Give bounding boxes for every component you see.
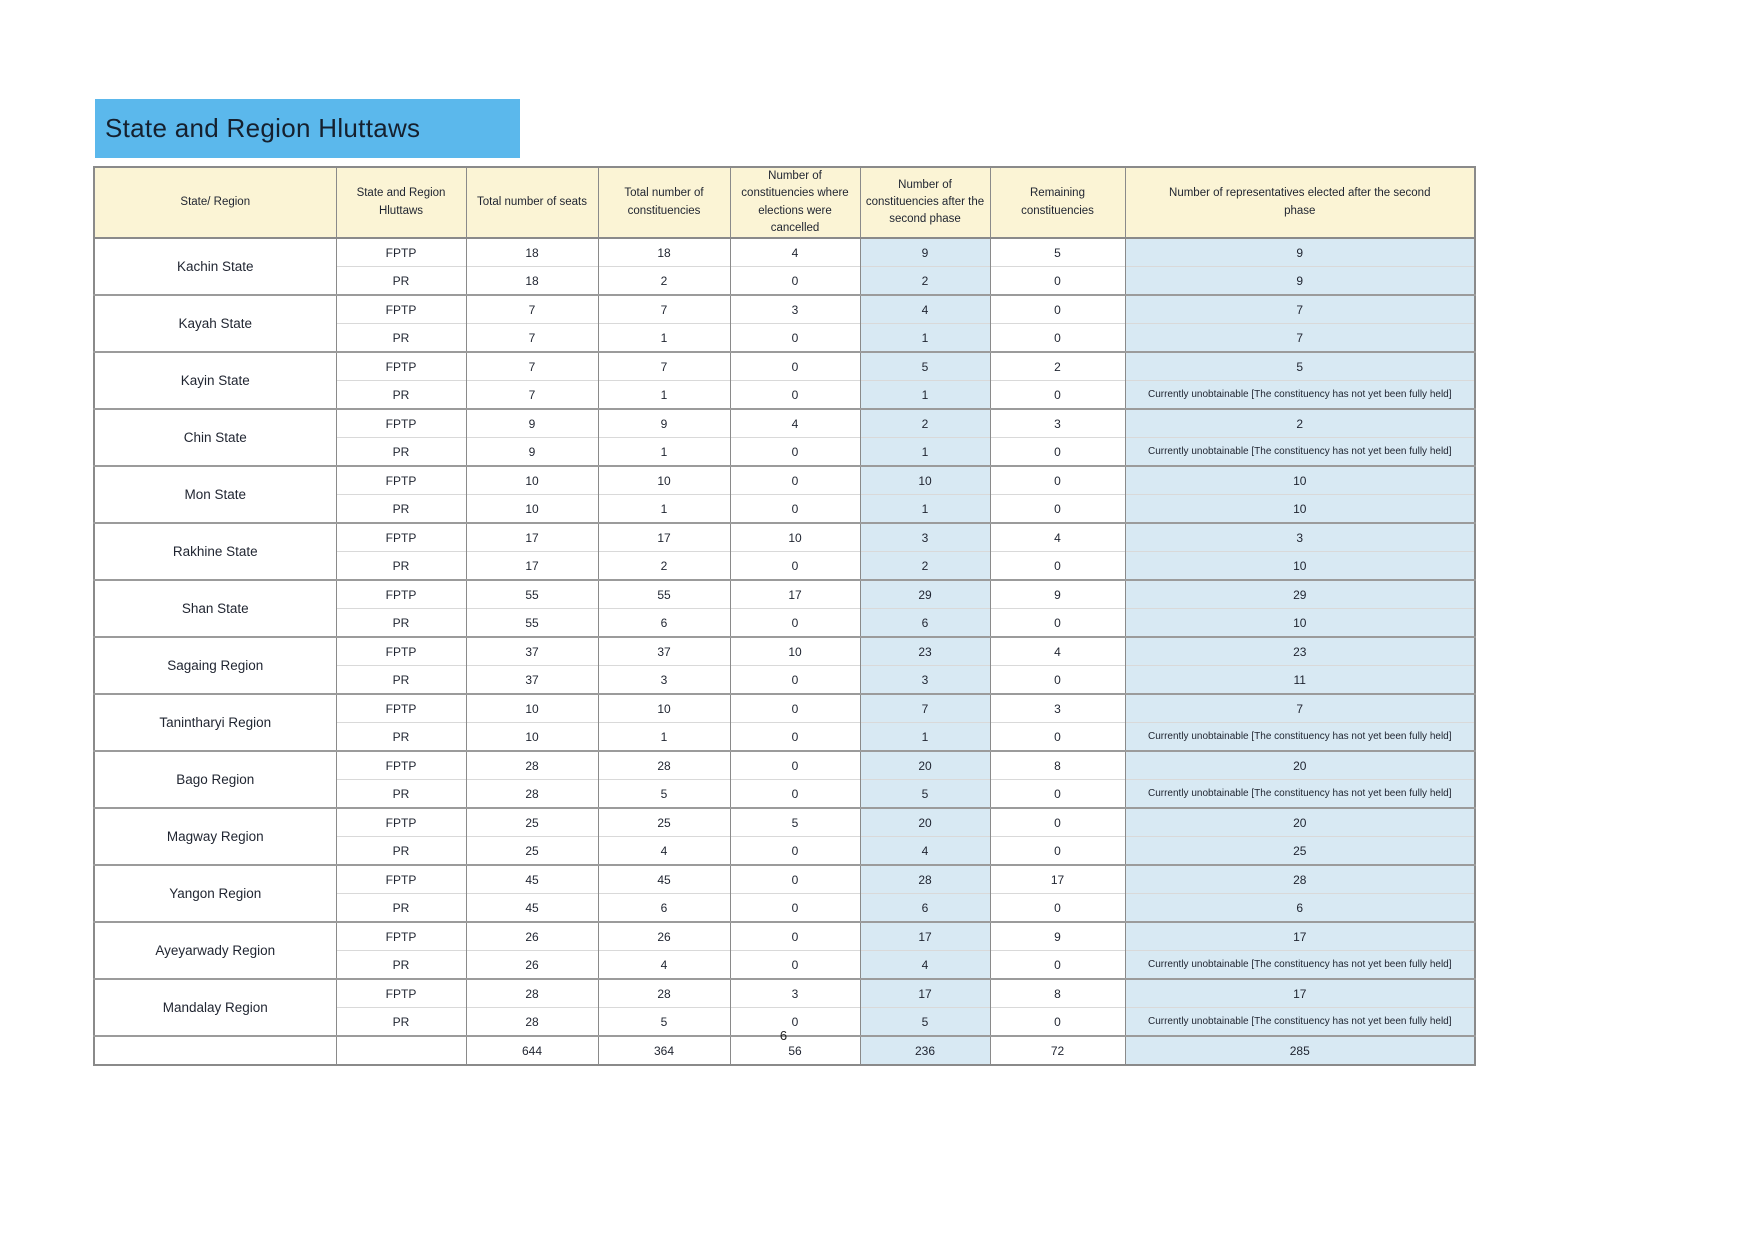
- cell-seats: 37: [466, 637, 598, 666]
- cell-cancelled: 0: [730, 1008, 860, 1037]
- cell-seats: 7: [466, 295, 598, 324]
- cell-remaining: 0: [990, 295, 1125, 324]
- cell-system: FPTP: [336, 979, 466, 1008]
- cell-after-second-phase: 28: [860, 865, 990, 894]
- cell-cancelled: 0: [730, 466, 860, 495]
- cell-after-second-phase: 6: [860, 609, 990, 638]
- cell-representatives: Currently unobtainable [The constituency has not yet been fully held]: [1125, 780, 1475, 809]
- table-row: [94, 352, 1475, 381]
- cell-after-second-phase: 4: [860, 951, 990, 980]
- cell-constituencies: 1: [598, 438, 730, 467]
- cell-cancelled: 0: [730, 381, 860, 410]
- cell-system: FPTP: [336, 295, 466, 324]
- cell-after-second-phase: 2: [860, 267, 990, 296]
- cell-remaining: 3: [990, 409, 1125, 438]
- cell-after-second-phase: 17: [860, 979, 990, 1008]
- cell-representatives: 5: [1125, 352, 1475, 381]
- table-row: [94, 922, 1475, 951]
- cell-constituencies: 1: [598, 324, 730, 353]
- cell-after-second-phase: 3: [860, 666, 990, 695]
- state-name-cell: Kayin State: [94, 352, 336, 409]
- total-remaining: 72: [990, 1036, 1125, 1065]
- cell-representatives: 10: [1125, 552, 1475, 581]
- state-name-cell: Kayah State: [94, 295, 336, 352]
- cell-after-second-phase: 7: [860, 694, 990, 723]
- cell-representatives: 10: [1125, 609, 1475, 638]
- state-name-cell: Kachin State: [94, 238, 336, 295]
- cell-representatives: 9: [1125, 267, 1475, 296]
- cell-system: PR: [336, 723, 466, 752]
- cell-seats: 7: [466, 381, 598, 410]
- cell-constituencies: 3: [598, 666, 730, 695]
- cell-remaining: 0: [990, 808, 1125, 837]
- cell-after-second-phase: 9: [860, 238, 990, 267]
- table-body: [94, 238, 1475, 1036]
- cell-constituencies: 17: [598, 523, 730, 552]
- hluttaws-table: [93, 166, 1476, 1066]
- cell-cancelled: 0: [730, 837, 860, 866]
- cell-representatives: 28: [1125, 865, 1475, 894]
- cell-system: FPTP: [336, 523, 466, 552]
- total-constituencies: 364: [598, 1036, 730, 1065]
- cell-representatives: 7: [1125, 324, 1475, 353]
- cell-system: PR: [336, 780, 466, 809]
- cell-cancelled: 0: [730, 780, 860, 809]
- cell-remaining: 4: [990, 637, 1125, 666]
- cell-representatives: 20: [1125, 751, 1475, 780]
- cell-seats: 28: [466, 780, 598, 809]
- header-row: [94, 167, 1475, 238]
- cell-constituencies: 10: [598, 466, 730, 495]
- cell-after-second-phase: 6: [860, 894, 990, 923]
- total-cancelled: 56: [730, 1036, 860, 1065]
- cell-representatives: 6: [1125, 894, 1475, 923]
- cell-cancelled: 0: [730, 951, 860, 980]
- col-header-total-constituencies: Total number of constituencies: [598, 167, 730, 238]
- cell-remaining: 9: [990, 580, 1125, 609]
- cell-constituencies: 6: [598, 609, 730, 638]
- table-row: [94, 409, 1475, 438]
- cell-remaining: 2: [990, 352, 1125, 381]
- table-row: [94, 694, 1475, 723]
- cell-seats: 9: [466, 409, 598, 438]
- state-name-cell: Mon State: [94, 466, 336, 523]
- cell-after-second-phase: 5: [860, 780, 990, 809]
- cell-seats: 18: [466, 267, 598, 296]
- cell-system: FPTP: [336, 409, 466, 438]
- cell-remaining: 8: [990, 979, 1125, 1008]
- cell-after-second-phase: 3: [860, 523, 990, 552]
- cell-remaining: 0: [990, 1008, 1125, 1037]
- cell-remaining: 8: [990, 751, 1125, 780]
- cell-representatives: Currently unobtainable [The constituency has not yet been fully held]: [1125, 1008, 1475, 1037]
- cell-system: FPTP: [336, 922, 466, 951]
- cell-seats: 25: [466, 808, 598, 837]
- state-name-cell: Sagaing Region: [94, 637, 336, 694]
- cell-cancelled: 4: [730, 238, 860, 267]
- table-row: [94, 808, 1475, 837]
- cell-cancelled: 0: [730, 694, 860, 723]
- cell-after-second-phase: 4: [860, 837, 990, 866]
- cell-constituencies: 7: [598, 352, 730, 381]
- cell-representatives: 3: [1125, 523, 1475, 552]
- cell-after-second-phase: 4: [860, 295, 990, 324]
- cell-system: PR: [336, 1008, 466, 1037]
- cell-constituencies: 2: [598, 552, 730, 581]
- cell-system: FPTP: [336, 580, 466, 609]
- cell-constituencies: 4: [598, 837, 730, 866]
- cell-cancelled: 3: [730, 979, 860, 1008]
- cell-system: PR: [336, 951, 466, 980]
- cell-constituencies: 45: [598, 865, 730, 894]
- cell-seats: 10: [466, 723, 598, 752]
- cell-cancelled: 3: [730, 295, 860, 324]
- cell-system: FPTP: [336, 637, 466, 666]
- cell-remaining: 0: [990, 609, 1125, 638]
- cell-seats: 26: [466, 951, 598, 980]
- cell-remaining: 0: [990, 894, 1125, 923]
- cell-constituencies: 7: [598, 295, 730, 324]
- cell-cancelled: 0: [730, 352, 860, 381]
- col-header-state-region: State/ Region: [94, 167, 336, 238]
- cell-system: FPTP: [336, 466, 466, 495]
- cell-after-second-phase: 1: [860, 324, 990, 353]
- state-name-cell: Ayeyarwady Region: [94, 922, 336, 979]
- cell-representatives: 11: [1125, 666, 1475, 695]
- cell-remaining: 3: [990, 694, 1125, 723]
- cell-constituencies: 1: [598, 381, 730, 410]
- cell-representatives: Currently unobtainable [The constituency has not yet been fully held]: [1125, 951, 1475, 980]
- cell-constituencies: 1: [598, 495, 730, 524]
- cell-remaining: 17: [990, 865, 1125, 894]
- cell-system: PR: [336, 837, 466, 866]
- cell-seats: 25: [466, 837, 598, 866]
- cell-seats: 28: [466, 979, 598, 1008]
- total-after-second-phase: 236: [860, 1036, 990, 1065]
- table-row: [94, 238, 1475, 267]
- cell-seats: 45: [466, 865, 598, 894]
- cell-representatives: 7: [1125, 694, 1475, 723]
- state-name-cell: Magway Region: [94, 808, 336, 865]
- cell-representatives: 23: [1125, 637, 1475, 666]
- state-name-cell: Yangon Region: [94, 865, 336, 922]
- page-title-bar: [95, 99, 520, 158]
- total-seats: 644: [466, 1036, 598, 1065]
- cell-representatives: 7: [1125, 295, 1475, 324]
- col-header-hluttaws: State and Region Hluttaws: [336, 167, 466, 238]
- cell-remaining: 0: [990, 780, 1125, 809]
- cell-after-second-phase: 23: [860, 637, 990, 666]
- cell-after-second-phase: 2: [860, 409, 990, 438]
- cell-constituencies: 25: [598, 808, 730, 837]
- table-header: [94, 167, 1475, 238]
- cell-remaining: 0: [990, 267, 1125, 296]
- cell-system: FPTP: [336, 238, 466, 267]
- cell-cancelled: 0: [730, 723, 860, 752]
- cell-seats: 28: [466, 1008, 598, 1037]
- table-row: [94, 295, 1475, 324]
- cell-system: FPTP: [336, 865, 466, 894]
- col-header-after-second-phase: Number of constituencies after the second phase: [860, 167, 990, 238]
- total-representatives: 285: [1125, 1036, 1475, 1065]
- cell-after-second-phase: 1: [860, 723, 990, 752]
- col-header-remaining: Remaining constituencies: [990, 167, 1125, 238]
- cell-after-second-phase: 5: [860, 352, 990, 381]
- table-row: [94, 979, 1475, 1008]
- cell-representatives: Currently unobtainable [The constituency has not yet been fully held]: [1125, 723, 1475, 752]
- cell-remaining: 5: [990, 238, 1125, 267]
- cell-seats: 17: [466, 552, 598, 581]
- cell-constituencies: 18: [598, 238, 730, 267]
- cell-constituencies: 2: [598, 267, 730, 296]
- cell-representatives: 20: [1125, 808, 1475, 837]
- table-row: [94, 865, 1475, 894]
- cell-system: PR: [336, 894, 466, 923]
- cell-cancelled: 0: [730, 865, 860, 894]
- cell-constituencies: 4: [598, 951, 730, 980]
- cell-system: PR: [336, 438, 466, 467]
- cell-representatives: 10: [1125, 495, 1475, 524]
- cell-representatives: Currently unobtainable [The constituency has not yet been fully held]: [1125, 438, 1475, 467]
- cell-seats: 45: [466, 894, 598, 923]
- col-header-cancelled: Number of constituencies where elections were cancelled: [730, 167, 860, 238]
- cell-cancelled: 0: [730, 751, 860, 780]
- cell-after-second-phase: 5: [860, 1008, 990, 1037]
- cell-cancelled: 0: [730, 438, 860, 467]
- cell-remaining: 0: [990, 837, 1125, 866]
- cell-remaining: 0: [990, 324, 1125, 353]
- state-name-cell: Rakhine State: [94, 523, 336, 580]
- cell-after-second-phase: 10: [860, 466, 990, 495]
- cell-after-second-phase: 20: [860, 808, 990, 837]
- cell-seats: 7: [466, 352, 598, 381]
- hluttaws-table-container: [93, 166, 1474, 1066]
- cell-cancelled: 10: [730, 637, 860, 666]
- col-header-representatives: Number of representatives elected after the second phase: [1125, 167, 1475, 238]
- table-row: [94, 751, 1475, 780]
- cell-system: PR: [336, 324, 466, 353]
- cell-constituencies: 9: [598, 409, 730, 438]
- cell-seats: 17: [466, 523, 598, 552]
- table-row: [94, 523, 1475, 552]
- cell-remaining: 0: [990, 666, 1125, 695]
- cell-seats: 18: [466, 238, 598, 267]
- cell-system: PR: [336, 666, 466, 695]
- cell-constituencies: 1: [598, 723, 730, 752]
- cell-after-second-phase: 17: [860, 922, 990, 951]
- cell-cancelled: 0: [730, 894, 860, 923]
- cell-remaining: 9: [990, 922, 1125, 951]
- cell-after-second-phase: 1: [860, 495, 990, 524]
- cell-seats: 10: [466, 495, 598, 524]
- cell-system: PR: [336, 381, 466, 410]
- cell-after-second-phase: 20: [860, 751, 990, 780]
- cell-system: PR: [336, 552, 466, 581]
- cell-constituencies: 5: [598, 780, 730, 809]
- cell-representatives: 29: [1125, 580, 1475, 609]
- cell-cancelled: 0: [730, 552, 860, 581]
- cell-remaining: 0: [990, 495, 1125, 524]
- cell-system: FPTP: [336, 352, 466, 381]
- cell-seats: 37: [466, 666, 598, 695]
- state-name-cell: Shan State: [94, 580, 336, 637]
- cell-cancelled: 0: [730, 922, 860, 951]
- cell-representatives: 10: [1125, 466, 1475, 495]
- cell-remaining: 0: [990, 466, 1125, 495]
- cell-representatives: 17: [1125, 979, 1475, 1008]
- cell-after-second-phase: 1: [860, 438, 990, 467]
- cell-constituencies: 6: [598, 894, 730, 923]
- col-header-total-seats: Total number of seats: [466, 167, 598, 238]
- cell-seats: 55: [466, 609, 598, 638]
- cell-system: PR: [336, 267, 466, 296]
- cell-cancelled: 10: [730, 523, 860, 552]
- cell-cancelled: 4: [730, 409, 860, 438]
- cell-system: PR: [336, 609, 466, 638]
- cell-remaining: 0: [990, 951, 1125, 980]
- cell-constituencies: 55: [598, 580, 730, 609]
- cell-remaining: 0: [990, 438, 1125, 467]
- cell-after-second-phase: 2: [860, 552, 990, 581]
- cell-constituencies: 5: [598, 1008, 730, 1037]
- cell-cancelled: 0: [730, 666, 860, 695]
- cell-representatives: 17: [1125, 922, 1475, 951]
- table-row: [94, 466, 1475, 495]
- cell-cancelled: 0: [730, 495, 860, 524]
- cell-seats: 55: [466, 580, 598, 609]
- page-number: 6: [779, 1028, 788, 1043]
- cell-cancelled: 0: [730, 609, 860, 638]
- cell-constituencies: 28: [598, 751, 730, 780]
- cell-representatives: 25: [1125, 837, 1475, 866]
- cell-system: PR: [336, 495, 466, 524]
- cell-remaining: 0: [990, 723, 1125, 752]
- cell-seats: 7: [466, 324, 598, 353]
- cell-after-second-phase: 1: [860, 381, 990, 410]
- cell-remaining: 0: [990, 381, 1125, 410]
- state-name-cell: Mandalay Region: [94, 979, 336, 1036]
- cell-seats: 28: [466, 751, 598, 780]
- state-name-cell: Bago Region: [94, 751, 336, 808]
- cell-system: FPTP: [336, 808, 466, 837]
- cell-cancelled: 0: [730, 324, 860, 353]
- cell-seats: 26: [466, 922, 598, 951]
- state-name-cell: Tanintharyi Region: [94, 694, 336, 751]
- cell-representatives: 9: [1125, 238, 1475, 267]
- cell-after-second-phase: 29: [860, 580, 990, 609]
- page-title: State and Region Hluttaws: [105, 113, 421, 143]
- cell-seats: 9: [466, 438, 598, 467]
- table-row: [94, 580, 1475, 609]
- cell-seats: 10: [466, 694, 598, 723]
- cell-cancelled: 0: [730, 267, 860, 296]
- cell-system: FPTP: [336, 694, 466, 723]
- cell-constituencies: 10: [598, 694, 730, 723]
- state-name-cell: Chin State: [94, 409, 336, 466]
- cell-constituencies: 26: [598, 922, 730, 951]
- cell-constituencies: 28: [598, 979, 730, 1008]
- cell-representatives: 2: [1125, 409, 1475, 438]
- cell-representatives: Currently unobtainable [The constituency has not yet been fully held]: [1125, 381, 1475, 410]
- cell-remaining: 4: [990, 523, 1125, 552]
- table-row: [94, 637, 1475, 666]
- cell-cancelled: 17: [730, 580, 860, 609]
- cell-cancelled: 5: [730, 808, 860, 837]
- cell-system: FPTP: [336, 751, 466, 780]
- cell-remaining: 0: [990, 552, 1125, 581]
- cell-constituencies: 37: [598, 637, 730, 666]
- cell-seats: 10: [466, 466, 598, 495]
